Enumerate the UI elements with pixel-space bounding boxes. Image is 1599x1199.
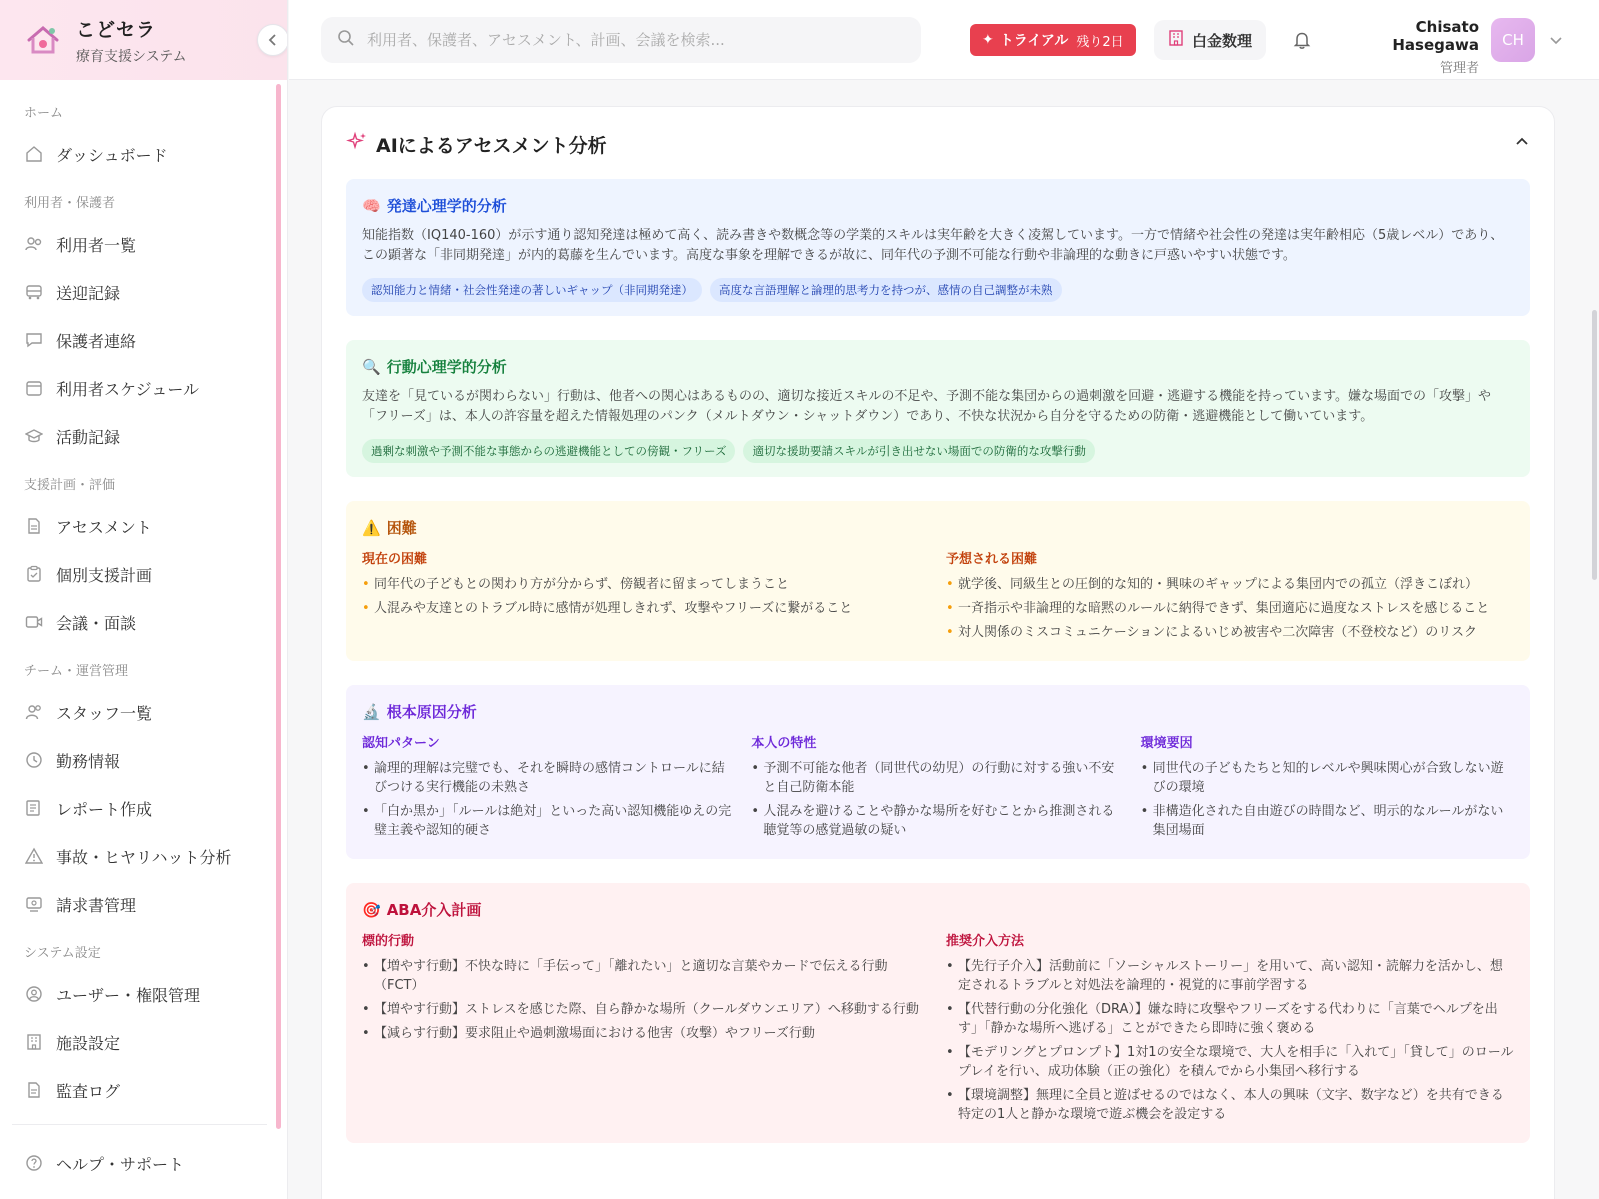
personal-traits-title: 本人の特性	[751, 736, 817, 751]
root-cause-panel	[346, 685, 1530, 859]
building-icon	[24, 1032, 44, 1052]
sidebar-item-label: 勤務情報	[56, 751, 121, 771]
building-icon	[1168, 29, 1184, 51]
sidebar-item-help[interactable]	[0, 1139, 287, 1187]
sidebar-scrollbar[interactable]	[276, 84, 281, 1129]
target-icon: 🎯	[362, 900, 381, 919]
staff-icon	[24, 702, 44, 722]
developmental-text: 知能指数（IQ140-160）が示す通り認知発達は極めて高く、読み書きや数概念等の学業的スキルは実年齢を大きく凌駕しています。一方で情緒や社会性の発達は実年齢相応（5歳レベル）であり、この顕著な「非同期発達」が内的葛藤を生んでいます。高度な事象を理解できるが故に、同年代の予測不可能な行動や非論理的な動きに戸惑いやすい状態です。	[362, 228, 1504, 263]
sidebar-item-invoice[interactable]	[0, 880, 287, 928]
sidebar-item-label: スタッフ一覧	[56, 703, 153, 723]
sidebar-item-label: 事故・ヒヤリハット分析	[56, 847, 232, 867]
sidebar-item-guardian-contact[interactable]	[0, 316, 287, 364]
brain-icon: 🧠	[362, 196, 381, 215]
calendar-icon	[24, 378, 44, 398]
nav-divider	[12, 1124, 267, 1125]
aba-plan-panel	[346, 883, 1530, 1143]
list-item: • 【増やす行動】ストレスを感じた際、自ら静かな場所（クールダウンエリア）へ移動する行動	[362, 1000, 930, 1019]
list-item: • 予測不可能な他者（同世代の幼児）の行動に対する強い不安と自己防衛本能	[751, 759, 1124, 797]
list-item: • 対人関係のミスコミュニケーションによるいじめ被害や二次障害（不登校など）のリスク	[946, 623, 1514, 642]
sidebar-item-assessment[interactable]	[0, 502, 287, 550]
list-item: • 同世代の子どもたちと知的レベルや興味関心が合致しない遊びの環境	[1141, 759, 1514, 797]
clipboard-icon	[24, 564, 44, 584]
nav-section-home: ホーム	[24, 106, 64, 121]
house-logo-icon	[24, 21, 62, 59]
user-circle-icon	[24, 984, 44, 1004]
sidebar-item-user-list[interactable]	[0, 220, 287, 268]
users-icon	[24, 234, 44, 254]
sidebar-item-report[interactable]	[0, 784, 287, 832]
help-icon	[24, 1153, 44, 1173]
developmental-analysis-panel	[346, 179, 1530, 316]
warning-icon	[24, 846, 44, 866]
page-scrollbar[interactable]	[1592, 310, 1597, 580]
sidebar-item-label: 保護者連絡	[56, 331, 137, 351]
environment-factors-title: 環境要因	[1140, 736, 1193, 751]
search-icon	[337, 29, 355, 51]
tag: 過剰な刺激や予測不能な事態からの逃避機能としての傍観・フリーズ	[362, 439, 735, 463]
collapse-sidebar-button[interactable]	[257, 24, 288, 56]
invoice-icon	[24, 894, 44, 914]
sidebar-item-label: レポート作成	[56, 799, 153, 819]
graduation-icon	[24, 426, 44, 446]
sidebar-item-label: ユーザー・権限管理	[56, 985, 201, 1005]
nav-section-users: 利用者・保護者	[24, 196, 116, 211]
user-role: 管理者	[1439, 61, 1479, 76]
brand-subtitle: 療育支援システム	[76, 48, 187, 65]
bus-icon	[24, 282, 44, 302]
panel-title: 発達心理学的分析	[386, 197, 507, 215]
list-item: • 「白か黒か」「ルールは絶対」といった高い認知機能ゆえの完璧主義や認知的硬さ	[362, 802, 735, 840]
facility-name: 白金数理	[1192, 31, 1253, 50]
panel-title: ABA介入計画	[386, 901, 482, 919]
sidebar-nav	[0, 80, 287, 1187]
trial-label: トライアル	[999, 33, 1069, 49]
list-item: • 【増やす行動】不快な時に「手伝って」「離れたい」と適切な言葉やカードで伝える行動（FCT）	[362, 957, 930, 995]
avatar[interactable]: CH	[1491, 18, 1535, 62]
target-behavior-title: 標的行動	[362, 934, 415, 949]
difficulties-panel	[346, 501, 1530, 661]
chevron-left-icon	[266, 33, 280, 47]
sidebar	[0, 0, 288, 1199]
list-item: • 一斉指示や非論理的な暗黙のルールに納得できず、集団適応に過度なストレスを感じること	[946, 599, 1514, 618]
cognitive-pattern-title: 認知パターン	[362, 736, 440, 751]
tag: 高度な言語理解と論理的思考力を持つが、感情の自己調整が未熟	[710, 278, 1062, 302]
sidebar-item-support-plan[interactable]	[0, 550, 287, 598]
panel-title: 行動心理学的分析	[386, 358, 507, 376]
list-item: • 論理的理解は完璧でも、それを瞬時の感情コントロールに結びつける実行機能の未熟さ	[362, 759, 735, 797]
list-item: • 【モデリングとプロンプト】1対1の安全な環境で、大人を相手に「入れて」「貸して」のロールプレイを行い、成功体験（正の強化）を積んでから小集団へ移行する	[946, 1043, 1514, 1081]
behavioral-analysis-panel	[346, 340, 1530, 477]
current-difficulties-title: 現在の困難	[362, 552, 428, 567]
nav-section-team: チーム・運営管理	[24, 664, 129, 679]
clock-icon	[24, 750, 44, 770]
expected-difficulties-title: 予想される困難	[946, 552, 1038, 567]
sidebar-item-audit-log[interactable]	[0, 1066, 287, 1114]
sidebar-item-meeting[interactable]	[0, 598, 287, 646]
nav-section-system: システム設定	[24, 946, 101, 961]
sidebar-item-activity[interactable]	[0, 412, 287, 460]
sidebar-item-user-permissions[interactable]	[0, 970, 287, 1018]
sidebar-item-transport[interactable]	[0, 268, 287, 316]
list-item: • 【代替行動の分化強化（DRA）】嫌な時に攻撃やフリーズをする代わりに「言葉でヘルプを出す」「静かな場所へ逃げる」ことができたら即時に強く褒める	[946, 1000, 1514, 1038]
sidebar-item-label: ダッシュボード	[56, 145, 168, 165]
sparkle-icon: ✦	[982, 32, 994, 48]
chevron-down-icon[interactable]	[1549, 32, 1563, 51]
list-item: • 【先行子介入】活動前に「ソーシャルストーリー」を用いて、高い認知・読解力を活かし、想定されるトラブルと対処法を論理的・視覚的に事前学習する	[946, 957, 1514, 995]
notification-bell-icon[interactable]	[1289, 27, 1315, 53]
trial-remaining: 残り2日	[1076, 34, 1124, 50]
facility-selector[interactable]	[1154, 20, 1266, 60]
chevron-up-icon[interactable]	[1514, 134, 1530, 154]
sidebar-item-label: 監査ログ	[56, 1081, 121, 1101]
sidebar-item-label: 会議・面談	[56, 613, 137, 633]
log-icon	[24, 1080, 44, 1100]
card-title: AIによるアセスメント分析	[376, 134, 607, 157]
sidebar-item-label: 利用者スケジュール	[56, 379, 200, 399]
list-item: • 人混みを避けることや静かな場所を好むことから推測される聴覚等の感覚過敏の疑い	[751, 802, 1124, 840]
home-icon	[24, 144, 44, 164]
panel-title: 根本原因分析	[386, 703, 477, 721]
list-item: • 就学後、同級生との圧倒的な知的・興味のギャップによる集団内での孤立（浮きこぼれ）	[946, 575, 1514, 594]
tag: 認知能力と情緒・社会性発達の著しいギャップ（非同期発達）	[362, 278, 702, 302]
panel-title: 困難	[386, 519, 417, 537]
nav-section-plan: 支援計画・評価	[24, 478, 116, 493]
search-box[interactable]	[321, 17, 921, 63]
ai-analysis-card	[321, 106, 1555, 1199]
sidebar-item-schedule[interactable]	[0, 364, 287, 412]
chat-icon	[24, 330, 44, 350]
magnifier-icon: 🔍	[362, 357, 381, 376]
document-icon	[24, 516, 44, 536]
brand-title: こどセラ	[76, 18, 157, 41]
behavioral-text: 友達を「見ているが関わらない」行動は、他者への関心はあるものの、適切な接近スキルの不足や、予測不能な集団からの過刺激を回避・逃避する機能を持っています。嫌な場面での「攻撃」や「フリーズ」は、本人の許容量を超えた情報処理のパンク（メルトダウン・シャットダウン）であり、不快な状況から自分を守るための防衛・逃避機能として働いています。	[362, 389, 1492, 424]
sidebar-item-label: 送迎記録	[56, 283, 121, 303]
sidebar-item-facility-settings[interactable]	[0, 1018, 287, 1066]
sidebar-item-label: ヘルプ・サポート	[56, 1154, 185, 1174]
recommended-methods-title: 推奨介入方法	[946, 934, 1025, 949]
sidebar-item-staff[interactable]	[0, 688, 287, 736]
tag: 適切な援助要請スキルが引き出せない場面での防衛的な攻撃行動	[743, 439, 1094, 463]
warning-icon: ⚠️	[362, 518, 381, 537]
sparkles-icon	[346, 131, 368, 157]
list-item: • 非構造化された自由遊びの時間など、明示的なルールがない集団場面	[1141, 802, 1514, 840]
list-item: • 【環境調整】無理に全員と遊ばせるのではなく、本人の興味（文字、数字など）を共有できる特定の1人と静かな環境で遊ぶ機会を設定する	[946, 1086, 1514, 1124]
main-content	[289, 80, 1599, 1199]
sidebar-item-label: 施設設定	[56, 1033, 121, 1053]
sidebar-item-incident[interactable]	[0, 832, 287, 880]
report-icon	[24, 798, 44, 818]
sidebar-item-label: 請求書管理	[56, 895, 137, 915]
user-name: Chisato Hasegawa	[1392, 18, 1479, 54]
sidebar-item-label: 活動記録	[56, 427, 121, 447]
list-item: • 【減らす行動】要求阻止や過刺激場面における他害（攻撃）やフリーズ行動	[362, 1024, 930, 1043]
video-icon	[24, 612, 44, 632]
sidebar-item-label: 利用者一覧	[56, 235, 137, 255]
sidebar-item-dashboard[interactable]	[0, 130, 287, 178]
sidebar-item-label: 個別支援計画	[56, 565, 153, 585]
brand-header	[0, 0, 287, 80]
list-item: • 同年代の子どもとの関わり方が分からず、傍観者に留まってしまうこと	[362, 575, 930, 594]
card-header[interactable]	[346, 131, 1530, 157]
trial-badge[interactable]	[970, 24, 1136, 56]
top-bar	[289, 0, 1599, 80]
user-info[interactable]	[1339, 18, 1479, 76]
search-input[interactable]	[367, 31, 907, 49]
microscope-icon: 🔬	[362, 702, 381, 721]
sidebar-item-label: アセスメント	[56, 517, 152, 537]
list-item: • 人混みや友達とのトラブル時に感情が処理しきれず、攻撃やフリーズに繋がること	[362, 599, 930, 618]
sidebar-item-attendance[interactable]	[0, 736, 287, 784]
